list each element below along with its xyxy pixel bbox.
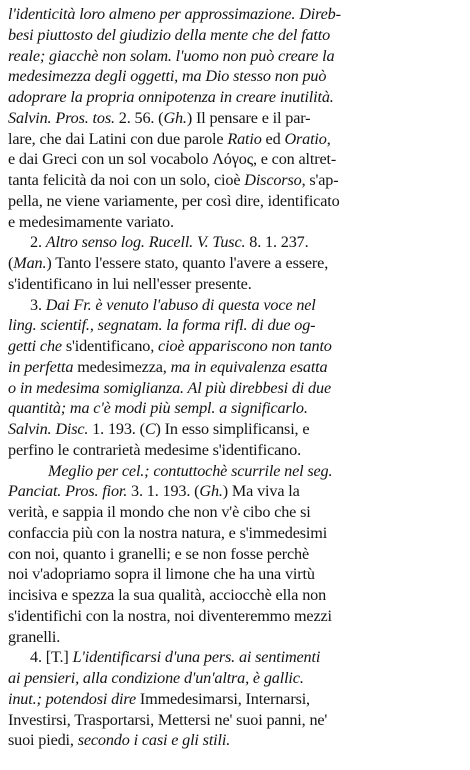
- italic-text-segment: L'identificarsi d'una pers. ai sentimenti: [72, 648, 321, 667]
- italic-text-segment: Gh.: [163, 108, 187, 127]
- text-line: [8, 108, 460, 129]
- text-segment: 3.: [30, 295, 46, 314]
- text-segment: ) Il pensare e il par-: [186, 108, 311, 127]
- text-line: [8, 378, 460, 399]
- text-segment: 2.: [30, 233, 46, 252]
- text-segment: ,: [326, 129, 331, 148]
- italic-text-segment: , ma in equivalenza esatta: [162, 357, 328, 376]
- text-segment: ) Ma viva la: [222, 482, 300, 501]
- text-line: [8, 295, 460, 316]
- italic-text-segment: Salvin. Pros. tos.: [8, 108, 119, 127]
- text-line: [8, 606, 460, 627]
- italic-text-segment: Dai Fr. è venuto l'abuso di questa voce nel: [45, 295, 316, 314]
- italic-text-segment: in perfetta: [8, 357, 78, 376]
- text-line: [8, 710, 460, 731]
- text-line: [8, 253, 460, 274]
- text-line: [8, 544, 460, 565]
- text-line: [8, 668, 460, 689]
- text-segment: (: [8, 254, 14, 272]
- text-segment: pella, ne viene variamente, per così dire, identificato: [8, 191, 340, 210]
- text-line: [8, 730, 460, 751]
- italic-text-segment: C: [144, 420, 156, 438]
- text-segment: granelli.: [8, 627, 61, 646]
- text-line: [8, 398, 460, 419]
- italic-text-segment: quantità; ma c'è modi più sempl. a significarlo.: [8, 399, 308, 418]
- text-line: [8, 191, 460, 212]
- italic-text-segment: Oratio: [284, 129, 327, 148]
- italic-text-segment: , cioè appariscono non tanto: [150, 337, 332, 355]
- italic-text-segment: ai pensieri, alla condizione d'un'altra, è gallic.: [8, 669, 304, 687]
- italic-text-segment: segnatam. la forma rifl. di due og-: [97, 316, 316, 335]
- text-segment: 3. 1. 193. (: [127, 482, 200, 501]
- italic-text-segment: reale; giacchè non solam. l'uomo non può creare la: [8, 46, 335, 65]
- text-segment: medesimezza: [77, 357, 163, 376]
- text-segment: confaccia più con la nostra natura, e s'immedesimi: [8, 523, 328, 542]
- text-segment: e dai Greci con un sol vocabolo Λόγος, e con altret-: [8, 150, 337, 169]
- italic-text-segment: inut.; potendosi dire: [8, 689, 136, 708]
- text-segment: ed: [261, 129, 285, 148]
- italic-text-segment: Ratio: [227, 129, 262, 148]
- italic-text-segment: secondo i casi e gli stili.: [77, 731, 231, 750]
- text-line: [8, 481, 460, 502]
- text-segment: ) Tanto l'essere stato, quanto l'avere a essere,: [46, 254, 329, 272]
- text-line: [8, 129, 460, 150]
- text-segment: perfino le contrarietà medesime s'identificano.: [8, 440, 301, 459]
- text-segment: s'identifichi con la nostra, noi diventeremmo mezzi: [8, 606, 332, 625]
- text-line: [8, 232, 460, 253]
- italic-text-segment: Man.: [13, 254, 47, 272]
- italic-text-segment: medesimezza degli oggetti, ma Dio stesso non può: [8, 67, 327, 86]
- text-line: [8, 46, 460, 67]
- italic-text-segment: getti che: [8, 337, 66, 355]
- text-segment: , s'ap-: [301, 171, 339, 189]
- text-line: [8, 564, 460, 585]
- text-segment: suoi piedi,: [8, 731, 78, 750]
- text-line: [8, 25, 460, 46]
- text-line: [8, 419, 460, 440]
- text-line: [8, 502, 460, 523]
- text-segment: s'identificano in lui nell'esser presente.: [8, 274, 252, 293]
- italic-text-segment: Discorso: [244, 171, 302, 189]
- italic-text-segment: Salvin. Disc.: [8, 420, 89, 438]
- italic-text-segment: Meglio per cel.; contuttochè scurrile nel seg.: [48, 461, 333, 480]
- text-segment: incisiva e spezza la sua qualità, acciocchè ella non: [8, 586, 327, 604]
- italic-text-segment: adoprare la propria onnipotenza in creare inutilità.: [8, 88, 334, 106]
- italic-text-segment: besi piuttosto del giudizio della mente che del fatto: [8, 25, 331, 44]
- text-line: [8, 357, 460, 378]
- text-line: [8, 440, 460, 461]
- text-line: [8, 523, 460, 544]
- text-line: [8, 689, 460, 710]
- text-segment: 1. 193. (: [88, 420, 145, 438]
- text-line: [8, 66, 460, 87]
- italic-text-segment: ling. scientif.: [8, 316, 90, 335]
- text-segment: Investirsi, Trasportarsi, Mettersi ne' suoi panni, ne': [8, 710, 328, 729]
- italic-text-segment: Panciat. Pros. fior.: [8, 482, 128, 501]
- text-line: [8, 87, 460, 108]
- text-line: [8, 627, 460, 648]
- text-segment: e medesimamente variato.: [8, 212, 174, 231]
- text-line: [8, 149, 460, 170]
- text-segment: 2. 56. (: [118, 108, 164, 127]
- text-line: [8, 315, 460, 336]
- text-segment: noi v'adopriamo sopra il limone che ha una virtù: [8, 565, 315, 584]
- text-segment: tanta felicità da noi con un solo, cioè: [8, 171, 245, 189]
- text-line: [8, 212, 460, 233]
- text-line: [8, 336, 460, 357]
- text-segment: con noi, quanto i granelli; e se non fosse perchè: [8, 544, 310, 563]
- text-line: [8, 461, 460, 482]
- text-line: [8, 4, 460, 25]
- text-segment: verità, e sappia il mondo che non v'è cibo che si: [8, 503, 311, 521]
- text-segment: Immedesimarsi, Internarsi,: [136, 689, 310, 708]
- text-line: [8, 274, 460, 295]
- text-segment: ,: [89, 316, 98, 335]
- text-segment: 4. [T.]: [30, 648, 73, 667]
- text-segment: 8. 1. 237.: [245, 233, 309, 252]
- text-line: [8, 585, 460, 606]
- italic-text-segment: l'identicità loro almeno per approssimazione. Direb-: [8, 5, 341, 23]
- text-segment: s'identificano: [65, 337, 151, 355]
- text-segment: ) In esso simplificansi, e: [155, 420, 310, 438]
- text-line: [8, 170, 460, 191]
- text-segment: lare, che dai Latini con due parole: [8, 129, 228, 148]
- italic-text-segment: Gh.: [199, 482, 223, 501]
- text-line: [8, 647, 460, 668]
- italic-text-segment: o in medesima somiglianza. Al più direbbesi di due: [8, 378, 331, 397]
- italic-text-segment: Altro senso log. Rucell. V. Tusc.: [45, 233, 246, 252]
